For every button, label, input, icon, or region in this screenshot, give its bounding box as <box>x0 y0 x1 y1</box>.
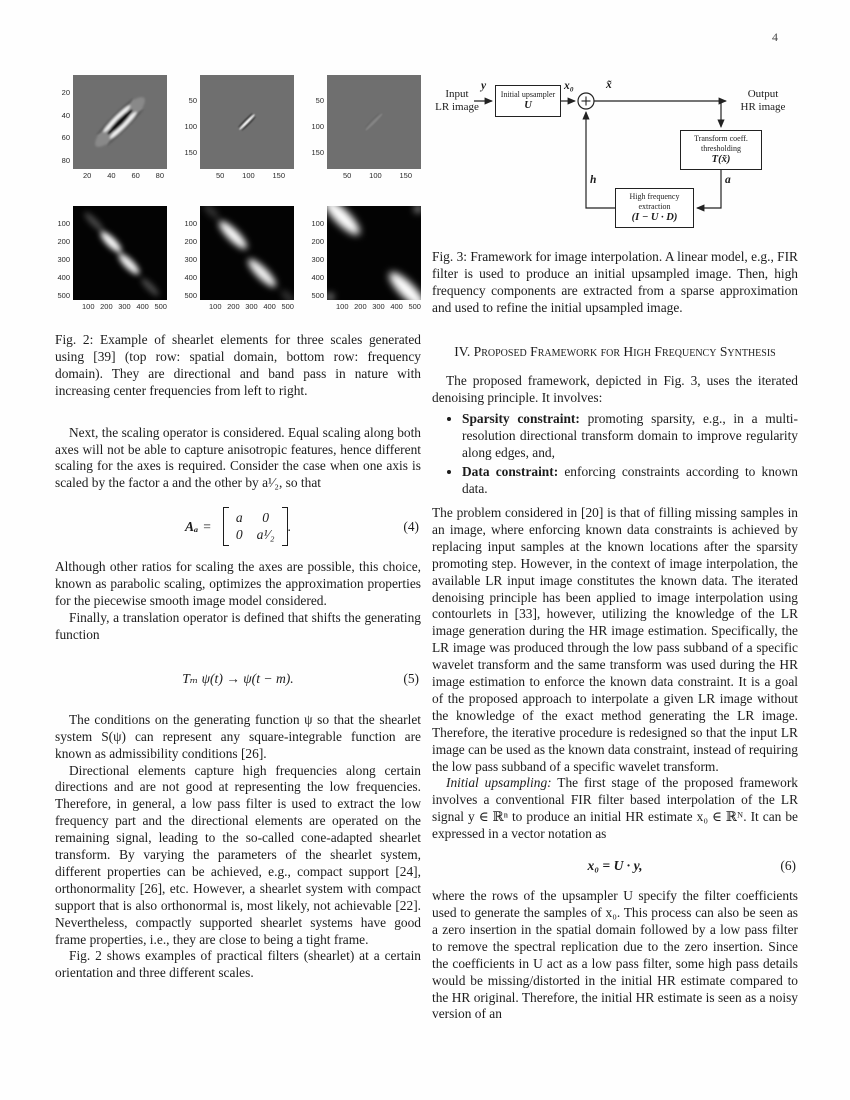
shearlet-spatial-image-1 <box>73 75 167 169</box>
shearlet-frequency-image-1 <box>73 206 167 300</box>
matrix-cell-01: 0 <box>262 510 269 526</box>
initial-upsampling-text: The first stage of the proposed framework involves a conventional FIR filter based interpolation of the LR signal y ∈ ℝⁿ to produce an initial HR estimate x₀ ∈ ℝᴺ. It can be expressed in a vector notation as <box>432 775 798 842</box>
section4-heading-number: IV. <box>454 343 471 359</box>
paragraph-initial-upsampling <box>432 775 798 843</box>
page-number: 4 <box>772 30 778 44</box>
equation4-equals: = <box>203 518 211 534</box>
figure2-bottom-row <box>55 206 421 311</box>
tick-label: 400 <box>57 273 70 282</box>
tick-label: 200 <box>227 302 240 311</box>
tick-label: 300 <box>118 302 131 311</box>
tick-label: 100 <box>311 219 324 228</box>
tick-label: 300 <box>372 302 385 311</box>
tick-label: 50 <box>216 171 225 180</box>
tick-label: 100 <box>369 171 382 180</box>
tick-label: 50 <box>343 171 352 180</box>
tick-label: 500 <box>154 302 167 311</box>
upsampler-box-text: Initial upsampler <box>500 90 556 99</box>
tick-label: 80 <box>61 155 70 165</box>
data-constraint-lead: Data constraint: <box>462 464 559 480</box>
tick-label: 100 <box>82 302 95 311</box>
signal-xtilde-label: x̃ <box>606 79 612 91</box>
shearlet-spatial-panel-1 <box>55 75 167 180</box>
tick-label: 40 <box>61 110 70 120</box>
paragraph-parabolic-scaling: Although other ratios for scaling the axes are possible, this choice, known as parabolic scaling, optimizes the approximation properties for the piecewise smooth image model considered. <box>55 559 421 609</box>
x-axis-ticks <box>327 169 421 180</box>
paragraph-scaling-operator: Next, the scaling operator is considered. Equal scaling along both axes will not be able to capture anisotropic features, hence different scaling for the axes is required. Consider the case when one axis is scaled by the factor a and the other by a¹⁄₂, so that <box>55 424 421 491</box>
figure3-caption: Fig. 3: Framework for image interpolation. A linear model, e.g., FIR filter is used to produce an initial upsampled image. Then, high frequency components are extracted from a sparse approximation and used to refine the initial upsampled image. <box>432 249 798 315</box>
y-axis-ticks <box>55 206 73 300</box>
signal-y-label: y <box>481 80 487 92</box>
input-lr-label <box>432 88 482 114</box>
equation4-matrix <box>223 507 288 546</box>
equation5-number: (5) <box>403 670 419 686</box>
figure3-diagram <box>432 75 798 235</box>
output-label-line1: Output <box>747 88 779 100</box>
sparsity-constraint-lead: Sparsity constraint: <box>462 411 580 427</box>
figure2 <box>55 75 421 311</box>
signal-h-label: h <box>590 174 597 186</box>
input-label-line2: LR image <box>435 101 479 113</box>
paragraph-admissibility: The conditions on the generating function ψ so that the shearlet system S(ψ) can represent any square-integrable function are known as admissibility conditions [26]. <box>55 711 421 761</box>
tick-label: 300 <box>311 255 324 264</box>
tick-label: 500 <box>57 291 70 300</box>
x-axis-ticks <box>73 300 167 311</box>
upsampler-symbol: U <box>524 100 532 111</box>
section4-heading-title: Proposed Framework for High Frequency Synthesis <box>473 343 776 359</box>
tick-label: 400 <box>136 302 149 311</box>
initial-upsampling-lead: Initial upsampling: <box>446 775 552 791</box>
figure2-caption: Fig. 2: Example of shearlet elements for three scales generated using [39] (top row: spatial domain, bottom row: frequency domain). They are directional and band pass in nature with increasing center frequencies from left to right. <box>55 332 421 398</box>
high-frequency-extraction-box <box>615 188 694 228</box>
tick-label: 50 <box>188 96 197 105</box>
left-column <box>55 75 421 982</box>
y-axis-ticks <box>309 75 327 169</box>
equation-6 <box>432 858 798 874</box>
tick-label: 300 <box>184 255 197 264</box>
tick-label: 200 <box>311 237 324 246</box>
y-axis-ticks <box>309 206 327 300</box>
tick-label: 60 <box>131 171 140 180</box>
tick-label: 100 <box>336 302 349 311</box>
tick-label: 100 <box>209 302 222 311</box>
thresholding-box-line1: Transform coeff. <box>694 134 748 143</box>
tick-label: 200 <box>184 237 197 246</box>
tick-label: 300 <box>245 302 258 311</box>
transform-thresholding-box <box>680 130 762 170</box>
tick-label: 100 <box>184 219 197 228</box>
tick-label: 500 <box>281 302 294 311</box>
tick-label: 400 <box>263 302 276 311</box>
tick-label: 40 <box>107 171 116 180</box>
output-label-line2: HR image <box>740 101 786 113</box>
initial-upsampler-box <box>495 85 561 117</box>
section4-heading <box>450 343 780 361</box>
constraints-list <box>432 411 798 498</box>
y-axis-ticks <box>182 75 200 169</box>
shearlet-frequency-panel-1 <box>55 206 167 311</box>
data-constraint-item <box>462 464 798 498</box>
tick-label: 150 <box>399 171 412 180</box>
x-axis-ticks <box>200 169 294 180</box>
matrix-cell-00: a <box>235 510 243 526</box>
signal-a-label: a <box>725 174 731 186</box>
sparsity-constraint-text: promoting sparsity, e.g., in a multi-resolution directional transform domain to improve regularity along edges, and, <box>462 411 798 461</box>
tick-label: 500 <box>311 291 324 300</box>
shearlet-spatial-panel-3 <box>309 75 421 180</box>
hf-symbol: (I − U · D) <box>631 212 678 223</box>
equation4-symbol: Aₐ <box>185 518 199 534</box>
sparsity-constraint-item <box>462 411 798 462</box>
equation6-body: x₀ = U · y, <box>587 858 643 874</box>
equation-4 <box>55 507 421 546</box>
data-constraint-text: enforcing constraints according to known data. <box>462 464 798 497</box>
tick-label: 400 <box>184 273 197 282</box>
tick-label: 200 <box>57 237 70 246</box>
shearlet-spatial-image-2 <box>200 75 294 169</box>
tick-label: 80 <box>155 171 164 180</box>
shearlet-spatial-image-3 <box>327 75 421 169</box>
tick-label: 100 <box>311 122 324 131</box>
equation4-period: . <box>287 518 291 534</box>
tick-label: 200 <box>354 302 367 311</box>
tick-label: 150 <box>184 148 197 157</box>
y-axis-ticks <box>55 75 73 169</box>
paragraph-fig2-reference: Fig. 2 shows examples of practical filters (shearlet) at a certain orientation and three different scales. <box>55 948 421 981</box>
tick-label: 150 <box>272 171 285 180</box>
tick-label: 60 <box>61 133 70 143</box>
thresholding-box-line2: thresholding <box>701 144 741 153</box>
shearlet-frequency-panel-3 <box>309 206 421 311</box>
input-label-line1: Input <box>445 88 469 100</box>
right-column <box>432 75 798 1023</box>
paragraph-translation-operator: Finally, a translation operator is defined that shifts the generating function <box>55 609 421 642</box>
paragraph-framework-intro: The proposed framework, depicted in Fig. 3, uses the iterated denoising principle. It involves: <box>432 372 798 405</box>
thresholding-symbol: T(x̃) <box>711 154 731 165</box>
paragraph-upsampler-rows: where the rows of the upsampler U specify the filter coefficients used to generate the samples of x₀. This process can also be seen as a zero insertion in the spatial domain followed by a low pass filter to remove the spectral replication due to the zero insertion. Since the coefficients in U act as a low pass filter, some high pass details would be missing/distorted in the initial HR estimate compared to the HR original. Therefore, the initial HR estimate is seen as a noisy version of an <box>432 888 798 1022</box>
tick-label: 50 <box>315 96 324 105</box>
equation-5 <box>55 671 421 687</box>
x-axis-ticks <box>200 300 294 311</box>
shearlet-frequency-image-2 <box>200 206 294 300</box>
matrix-cell-10: 0 <box>235 527 243 543</box>
figure2-top-row <box>55 75 421 180</box>
x-axis-ticks <box>73 169 167 180</box>
hf-box-line2: extraction <box>638 202 671 211</box>
tick-label: 500 <box>408 302 421 311</box>
tick-label: 20 <box>61 88 70 97</box>
shearlet-frequency-panel-2 <box>182 206 294 311</box>
tick-label: 500 <box>184 291 197 300</box>
equation6-number: (6) <box>780 858 796 874</box>
tick-label: 400 <box>390 302 403 311</box>
signal-x0-label: x₀ <box>564 80 574 92</box>
tick-label: 200 <box>100 302 113 311</box>
tick-label: 150 <box>311 148 324 157</box>
equation5-body: Tₘ ψ(t) → ψ(t − m). <box>182 670 294 686</box>
tick-label: 100 <box>242 171 255 180</box>
tick-label: 100 <box>184 122 197 131</box>
y-axis-ticks <box>182 206 200 300</box>
tick-label: 400 <box>311 273 324 282</box>
shearlet-frequency-image-3 <box>327 206 421 300</box>
matrix-cell-11: a¹⁄₂ <box>256 527 275 543</box>
hf-box-line1: High frequency <box>629 192 680 201</box>
tick-label: 100 <box>57 219 70 228</box>
shearlet-spatial-panel-2 <box>182 75 294 180</box>
tick-label: 300 <box>57 255 70 264</box>
paragraph-directional-elements: Directional elements capture high frequencies along certain directions and are not good at representing the low frequencies. Therefore, in general, a low pass filter is used to extract the low frequency part and the directional elements are operated on the remaining signal, leading to the so-called cone-adapted shearlet transform. By varying the parameters of the shearlet system, different properties can be achieved, e.g., compact support [24], orthonormality [26], etc. However, a shearlet system with compact support that is also orthonormal is, most likely, not achievable [22]. Nevertheless, compactly supported shearlet systems have good frame properties, i.e., they are close to being a tight frame. <box>55 762 421 947</box>
output-hr-label <box>730 88 796 114</box>
equation4-number: (4) <box>403 518 419 534</box>
paragraph-problem-20: The problem considered in [20] is that of filling missing samples in an image, where enforcing known data constraints is achieved by replacing input samples at the known locations after the sparsity promoting step. However, in the context of image interpolation, the available LR input image constitutes the known data. The iterated denoising principle has been applied to image interpolation using contourlets in [33], however, utilizing the knowledge of the LR image generation during the HR image estimation. Specifically, the LR image was produced through the low pass subband of a specific wavelet transform and the same transform was used during the HR image estimation to enforce the known data constraint. It is a goal of the proposed approach to interpolate a given LR image without the knowledge of the exact method generating the LR image. Therefore, the iterative procedure is redesigned so that the input LR image can be used as the known data constraint, instead of requiring the low pass subband of a specific wavelet transform. <box>432 504 798 774</box>
tick-label: 20 <box>83 171 92 180</box>
x-axis-ticks <box>327 300 421 311</box>
